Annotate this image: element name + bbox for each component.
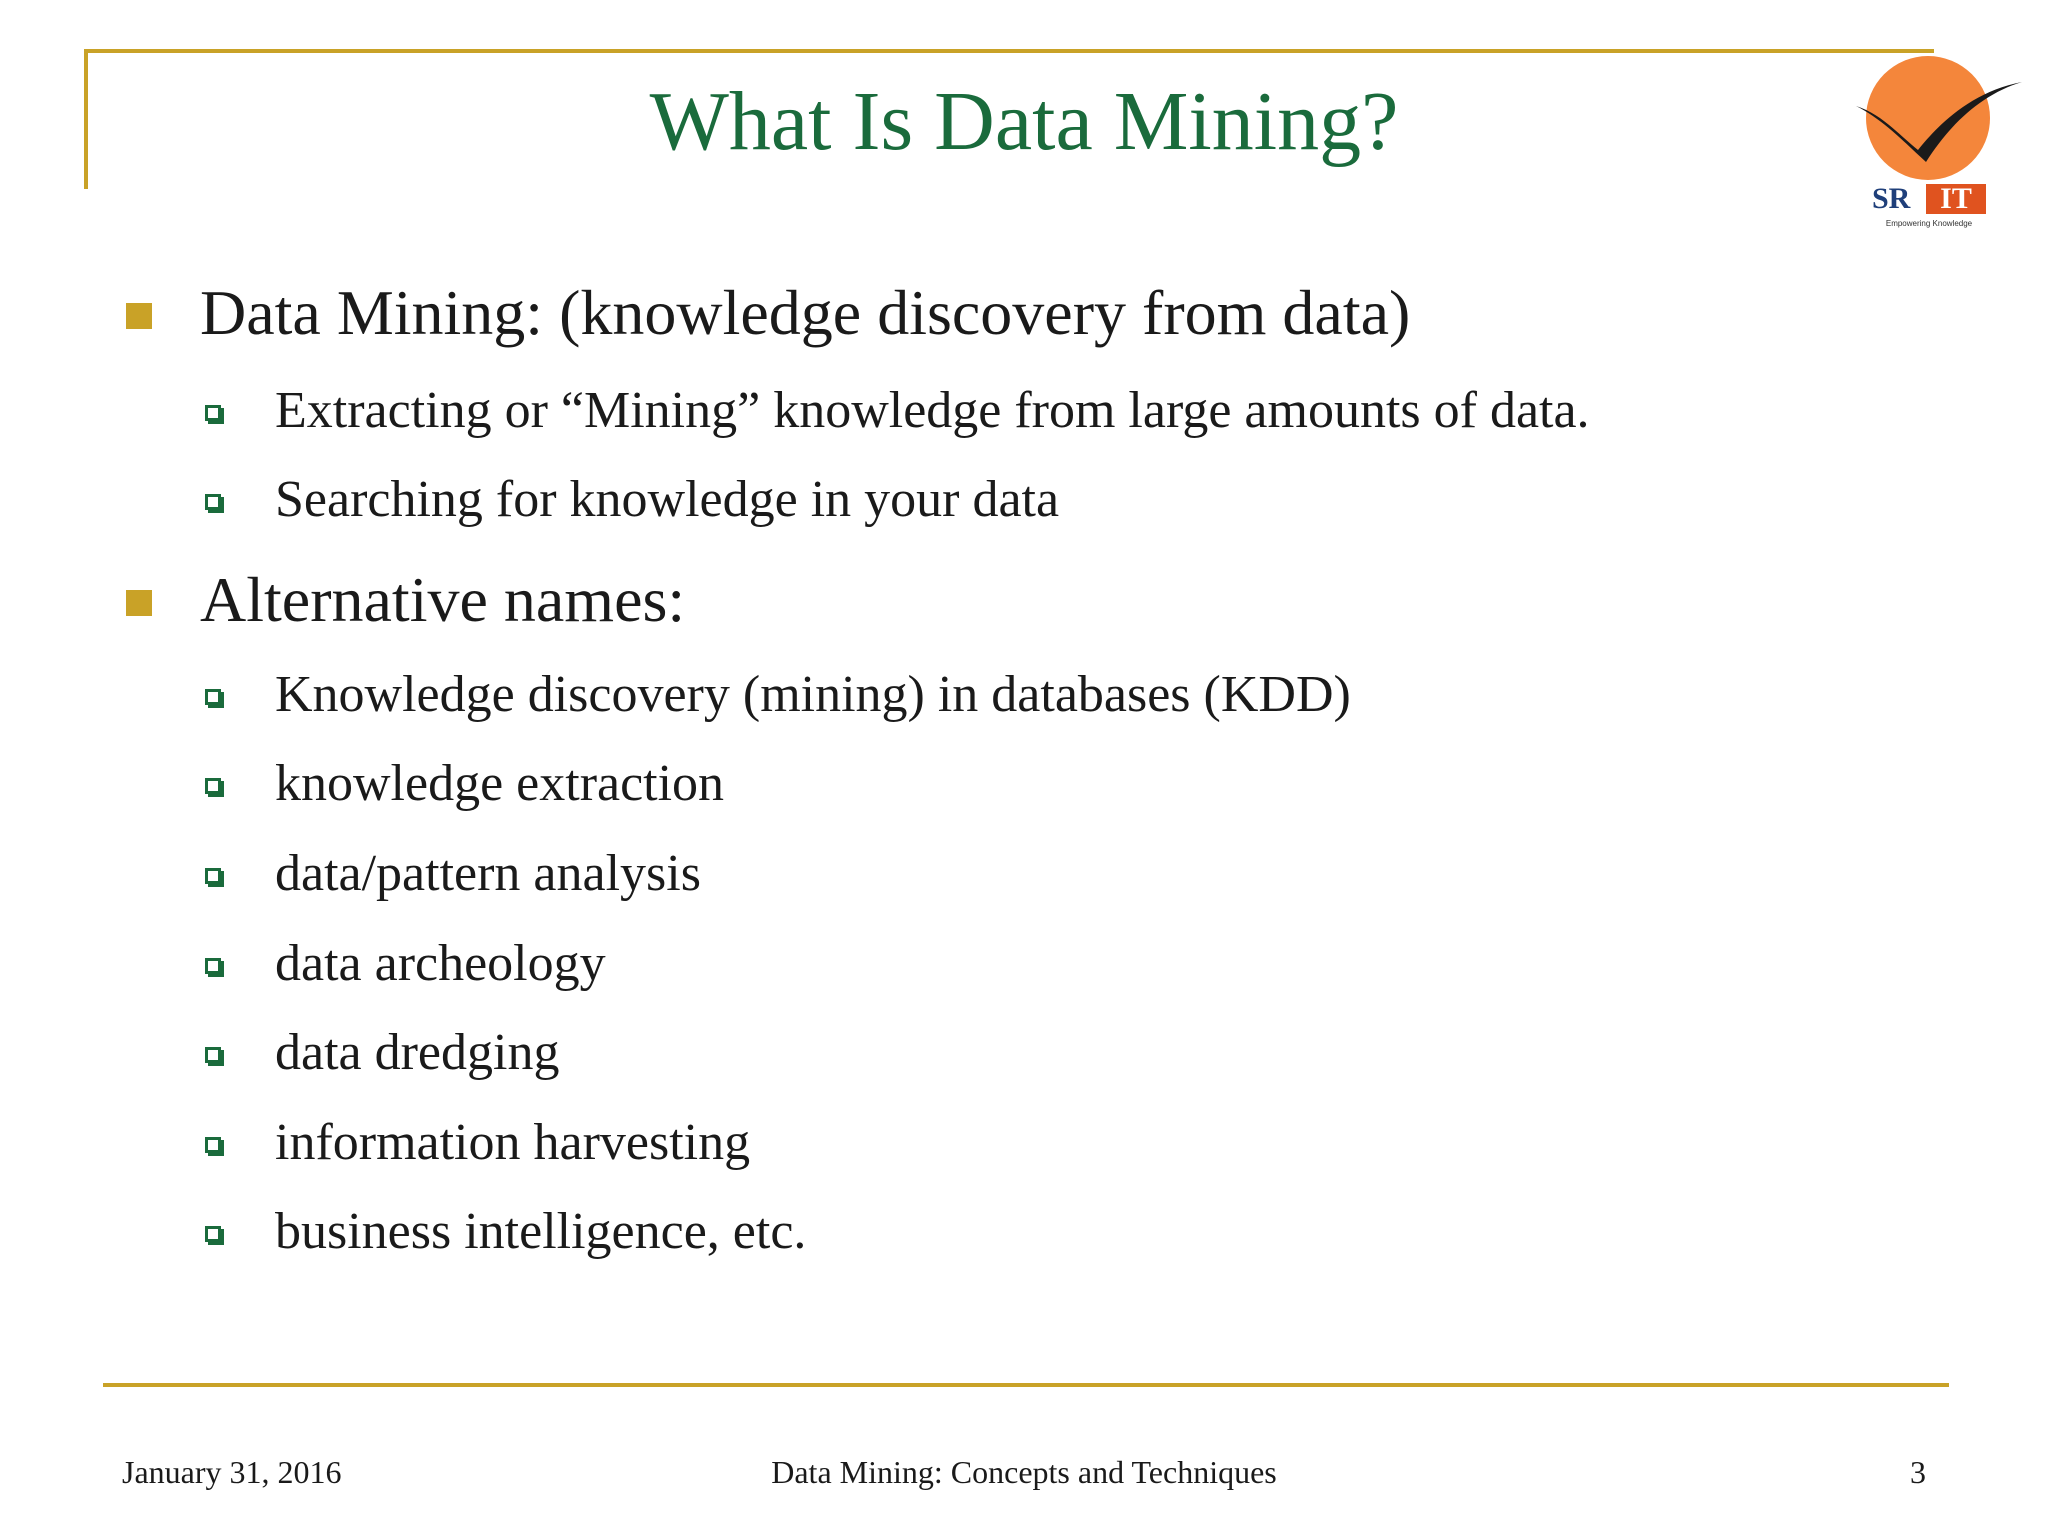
sub-bullet-item	[275, 666, 1351, 723]
hollow-square-bullet-icon	[205, 958, 221, 974]
slide-title: What Is Data Mining?	[649, 75, 1399, 168]
bullet-item	[200, 277, 1411, 348]
footer-title: Data Mining: Concepts and Techniques	[771, 1454, 1277, 1490]
hollow-square-bullet-icon	[205, 868, 221, 884]
sub-bullet-text: data/pattern analysis	[275, 845, 701, 902]
logo-text-right: IT	[1940, 182, 1972, 215]
hollow-square-bullet-icon	[205, 405, 221, 421]
bullet-item	[200, 564, 686, 635]
sub-bullet-text: knowledge extraction	[275, 755, 725, 812]
sub-bullet-text: information harvesting	[275, 1114, 751, 1171]
footer-date: January 31, 2016	[122, 1454, 342, 1490]
square-bullet-icon	[126, 590, 152, 616]
sub-bullet-item	[275, 1203, 807, 1260]
sub-bullet-text: business intelligence, etc.	[275, 1203, 807, 1260]
sub-bullet-item	[275, 471, 1060, 528]
hollow-square-bullet-icon	[205, 778, 221, 794]
sub-bullet-text: data dredging	[275, 1024, 560, 1081]
hollow-square-bullet-icon	[205, 1137, 221, 1153]
sub-bullet-item	[275, 382, 1590, 439]
logo-tagline: Empowering Knowledge	[1885, 219, 1973, 228]
sub-bullet-item	[275, 1024, 560, 1081]
bullet-text: Alternative names:	[200, 564, 686, 635]
hollow-square-bullet-icon	[205, 1226, 221, 1242]
sub-bullet-item	[275, 845, 701, 902]
sub-bullet-text: Extracting or “Mining” knowledge from large amounts of data.	[275, 382, 1590, 439]
bullet-text: Data Mining: (knowledge discovery from data)	[200, 277, 1411, 348]
square-bullet-icon	[126, 303, 152, 329]
sub-bullet-item	[275, 935, 606, 992]
hollow-square-bullet-icon	[205, 1047, 221, 1063]
slide-number: 3	[1910, 1454, 1926, 1490]
hollow-square-bullet-icon	[205, 494, 221, 510]
logo-text-left: SR	[1872, 182, 1911, 215]
sub-bullet-text: Searching for knowledge in your data	[275, 471, 1060, 528]
hollow-square-bullet-icon	[205, 689, 221, 705]
sub-bullet-text: data archeology	[275, 935, 606, 992]
sub-bullet-item	[275, 755, 725, 812]
sub-bullet-item	[275, 1114, 751, 1171]
footer-rule	[103, 1383, 1949, 1387]
sub-bullet-text: Knowledge discovery (mining) in databases (KDD)	[275, 666, 1351, 723]
